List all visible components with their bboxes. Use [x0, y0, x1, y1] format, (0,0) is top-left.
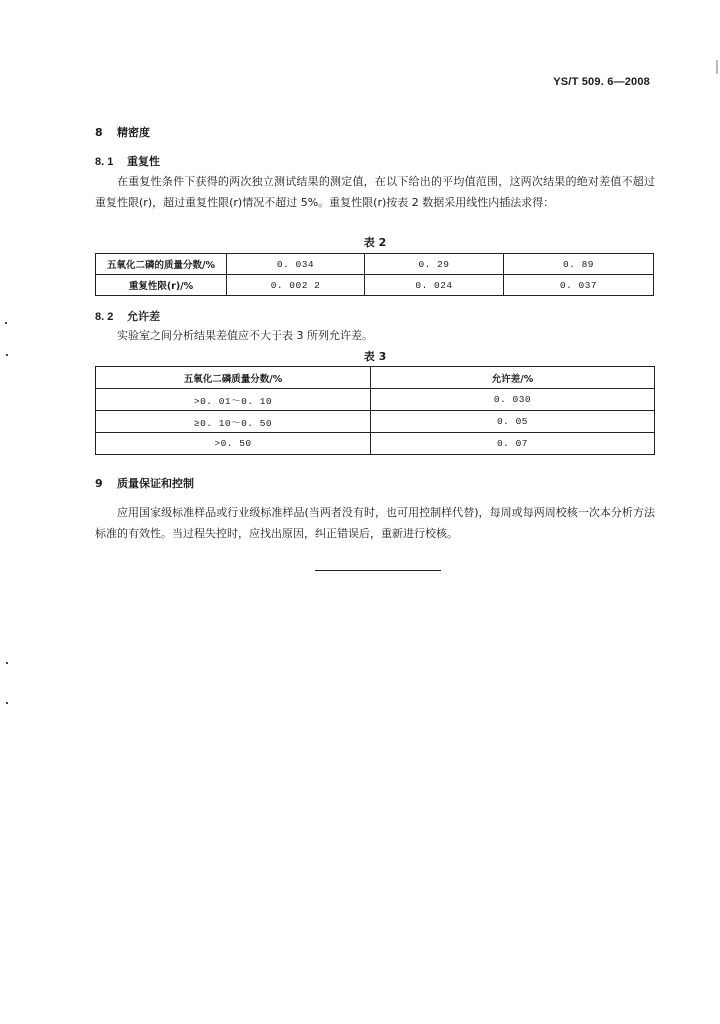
table-cell: ≥0. 10～0. 50 — [96, 411, 371, 433]
table-row — [96, 254, 654, 275]
scan-speck — [716, 60, 718, 74]
section-8-1-title: 重复性 — [127, 155, 160, 168]
table-cell: >0. 50 — [96, 433, 371, 455]
table-row — [96, 275, 654, 296]
section-8-2-heading — [95, 308, 160, 324]
scan-speck — [5, 322, 7, 324]
section-8-1-paragraph: 在重复性条件下获得的两次独立测试结果的测定值，在以下给出的平均值范围，这两次结果的绝对差值不超过重复性限(r)，超过重复性限(r)情况不超过 5%。重复性限(r)按表 2 数据采用线性内插法求得： — [95, 175, 655, 209]
table-cell: 0. 024 — [365, 275, 504, 296]
table-2-row-label: 重复性限(r)/% — [96, 275, 227, 296]
section-8-2-title: 允许差 — [127, 310, 160, 323]
table-row — [96, 411, 655, 433]
table-cell: 0. 034 — [227, 254, 365, 275]
standard-code: YS/T 509. 6—2008 — [553, 76, 650, 88]
table-3-header-fraction: 五氧化二磷质量分数/% — [96, 367, 371, 389]
table-2 — [95, 253, 654, 296]
table-cell: 0. 05 — [371, 411, 655, 433]
table-3 — [95, 366, 655, 455]
section-8-number: 8 — [95, 126, 103, 139]
table-cell: 0. 030 — [371, 389, 655, 411]
section-8-1-number: 8. 1 — [95, 156, 114, 168]
table-row — [96, 389, 655, 411]
table-cell: 0. 89 — [504, 254, 654, 275]
section-9-heading — [95, 475, 194, 491]
table-cell: >0. 01～0. 10 — [96, 389, 371, 411]
table-row — [96, 433, 655, 455]
section-9-number: 9 — [95, 477, 103, 490]
table-2-caption: 表 2 — [363, 236, 387, 249]
table-2-row-label: 五氧化二磷的质量分数/% — [96, 254, 227, 275]
section-8-heading — [95, 124, 150, 140]
section-9-paragraph: 应用国家级标准样品或行业级标准样品(当两者没有时，也可用控制样代替)，每周或每两周校核一次本分析方法标准的有效性。当过程失控时，应找出原因，纠正错误后，重新进行校核。 — [95, 506, 655, 540]
scan-speck — [6, 702, 8, 704]
table-header-row — [96, 367, 655, 389]
section-8-2-paragraph: 实验室之间分析结果差值应不大于表 3 所列允许差。 — [117, 329, 373, 342]
table-cell: 0. 037 — [504, 275, 654, 296]
table-cell: 0. 29 — [365, 254, 504, 275]
table-cell: 0. 07 — [371, 433, 655, 455]
section-8-title: 精密度 — [117, 126, 150, 139]
table-3-header-tolerance: 允许差/% — [371, 367, 655, 389]
section-8-1-heading — [95, 153, 160, 169]
scan-speck — [6, 354, 8, 356]
table-3-caption: 表 3 — [363, 350, 387, 363]
section-8-2-number: 8. 2 — [95, 311, 114, 323]
table-cell: 0. 002 2 — [227, 275, 365, 296]
end-of-document-rule — [315, 570, 441, 571]
section-9-title: 质量保证和控制 — [117, 477, 194, 490]
scan-speck — [6, 662, 8, 664]
